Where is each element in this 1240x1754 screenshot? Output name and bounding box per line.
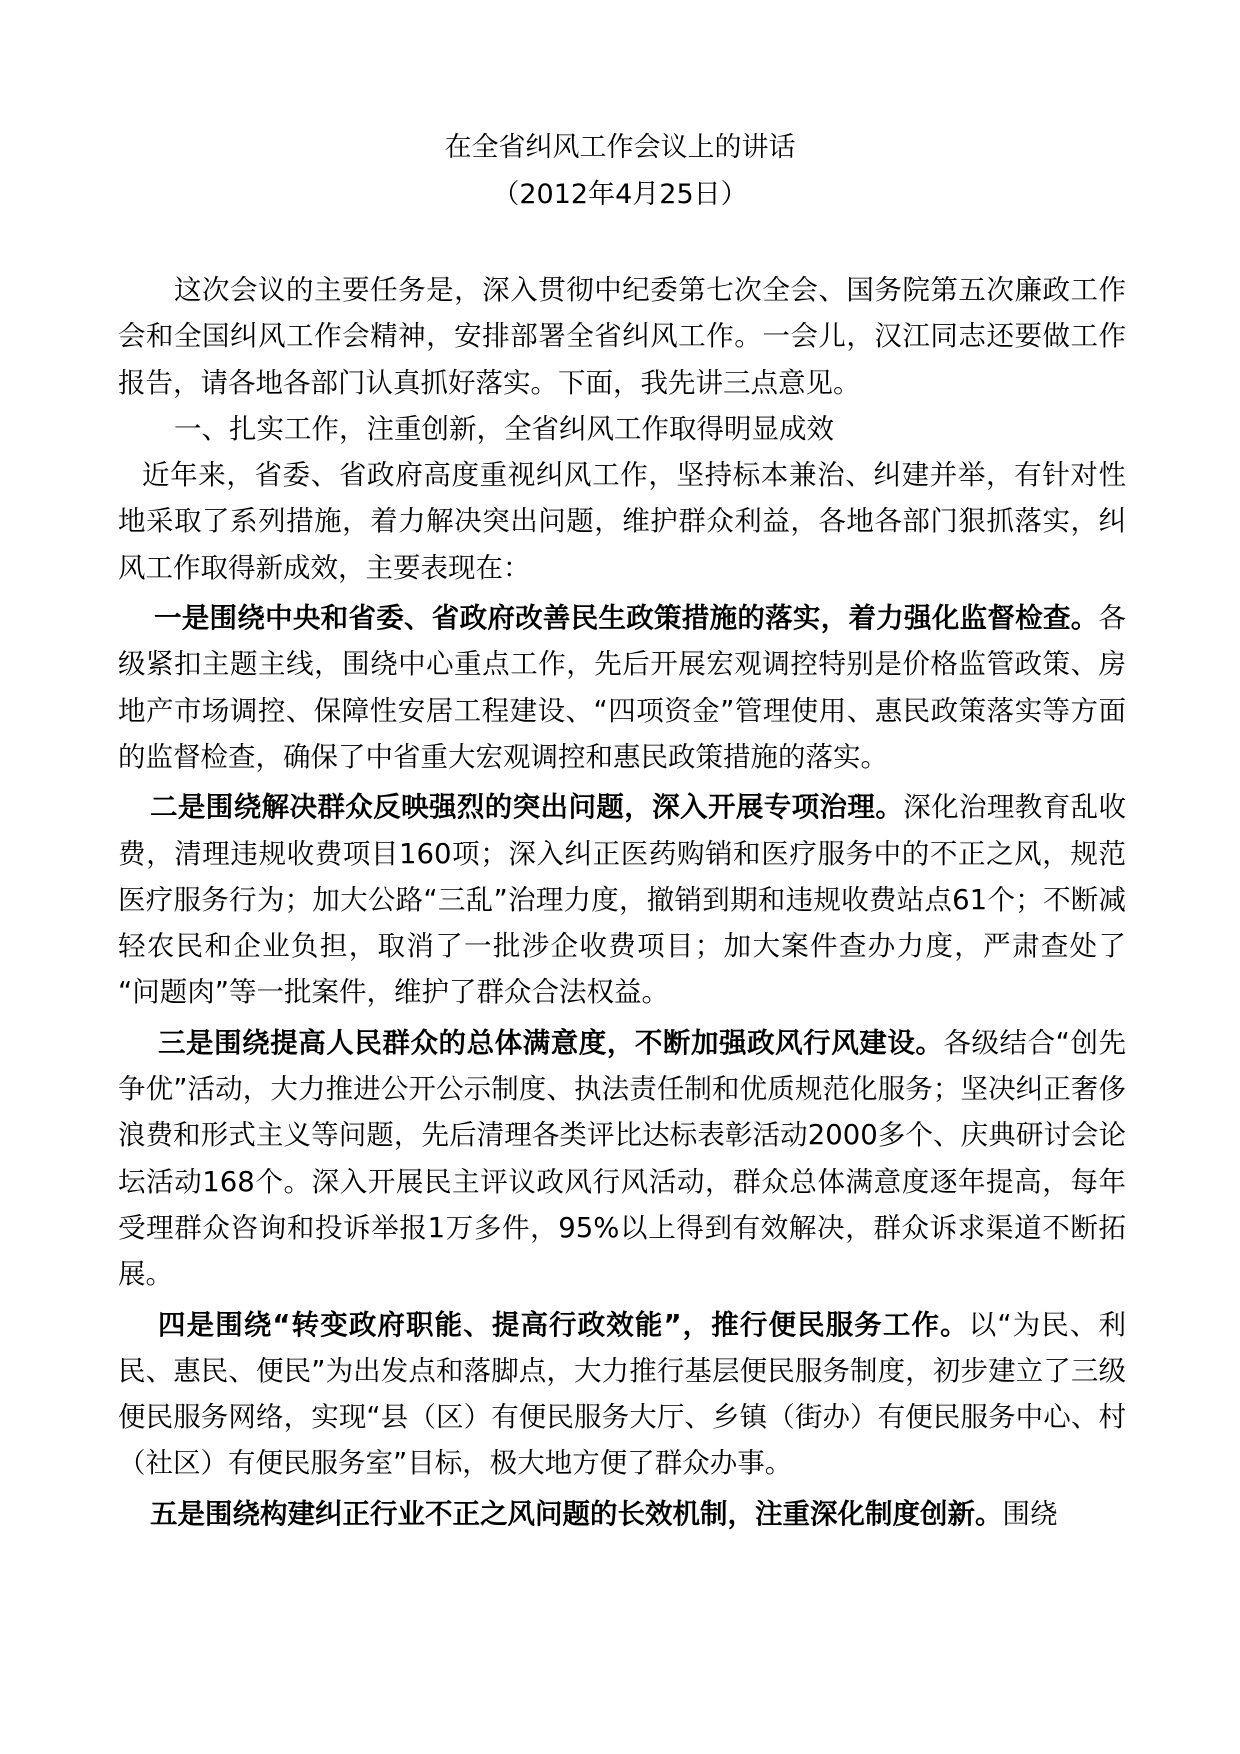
paragraph-intro: 这次会议的主要任务是，深入贯彻中纪委第七次全会、国务院第五次廉政工作会和全国纠风工作会精神，安排部署全省纠风工作。一会儿，汉江同志还要做工作报告，请各地各部门认真抓好落实。下面，我先讲三点意见。 — [118, 274, 1126, 399]
point-5-text: 围绕 — [1002, 1497, 1058, 1530]
point-4-text: 以“为民、利民、惠民、便民”为出发点和落脚点，大力推行基层便民服务制度，初步建立了三级便民服务网络，实现“县（区）有便民服务大厅、乡镇（街办）有便民服务中心、村（社区）有便民服务室”目标，极大地方便了群众办事。 — [118, 1308, 1126, 1480]
paragraph-point-5 — [118, 1491, 1126, 1537]
section-heading-1: 一、扎实工作，注重创新，全省纠风工作取得明显成效 — [174, 412, 834, 445]
point-3-text: 各级结合“创先争优”活动，大力推进公开公示制度、执法责任制和优质规范化服务；坚决纠正奢侈浪费和形式主义等问题，先后清理各类评比达标表彰活动2000多个、庆典研讨会论坛活动168个。深入开展民主评议政风行风活动，群众总体满意度逐年提高，每年受理群众咨询和投诉举报1万多件，95%以上得到有效解决，群众诉求渠道不断拓展。 — [118, 1026, 1127, 1291]
point-1-lead: 一是围绕中央和省委、省政府改善民生政策措施的落实，着力强化监督检查。 — [154, 602, 1099, 635]
point-4-lead: 四是围绕“转变政府职能、提高行政效能”，推行便民服务工作。 — [158, 1308, 969, 1341]
document-title: 在全省纠风工作会议上的讲话 — [444, 132, 796, 163]
paragraph-point-1 — [118, 595, 1126, 780]
paragraph-point-2 — [118, 784, 1126, 1015]
paragraph-point-4 — [118, 1302, 1126, 1487]
document-date: （2012年4月25日） — [492, 179, 748, 210]
paragraph-overview: 近年来，省委、省政府高度重视纠风工作，坚持标本兼治、纠建并举，有针对性地采取了系列措施，着力解决突出问题，维护群众利益，各地各部门狠抓落实，纠风工作取得新成效，主要表现在： — [118, 459, 1126, 584]
point-1-text: 各级紧扣主题主线，围绕中心重点工作，先后开展宏观调控特别是价格监管政策、房地产市场调控、保障性安居工程建设、“四项资金”管理使用、惠民政策落实等方面的监督检查，确保了中省重大宏观调控和惠民政策措施的落实。 — [118, 602, 1126, 773]
point-2-lead: 二是围绕解决群众反映强烈的突出问题，深入开展专项治理。 — [150, 791, 904, 824]
document-body — [118, 267, 1126, 1537]
paragraph-point-3 — [118, 1020, 1126, 1298]
point-5-lead: 五是围绕构建纠正行业不正之风问题的长效机制，注重深化制度创新。 — [150, 1497, 1003, 1530]
point-3-lead: 三是围绕提高人民群众的总体满意度，不断加强政风行风建设。 — [158, 1026, 944, 1059]
point-2-text: 深化治理教育乱收费，清理违规收费项目160项；深入纠正医药购销和医疗服务中的不正之风，规范医疗服务行为；加大公路“三乱”治理力度，撤销到期和违规收费站点61个；不断减轻农民和企业负担，取消了一批涉企收费项目；加大案件查办力度，严肃查处了 “问题肉”等一批案件，维护了群众合法权益。 — [118, 791, 1126, 1009]
